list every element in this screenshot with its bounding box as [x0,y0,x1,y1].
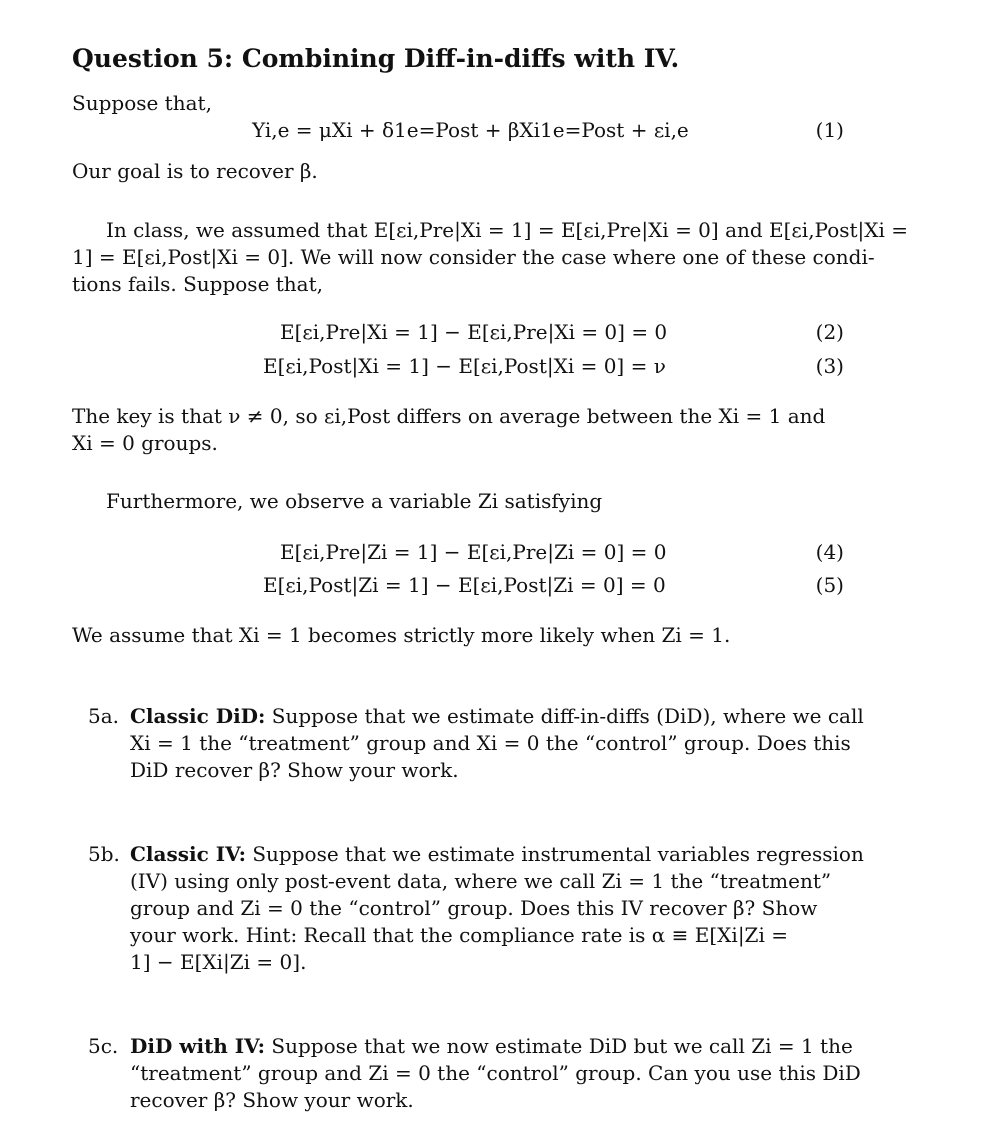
paragraph-line: In class, we assumed that E[εi,Pre|Xi = 1] = E[εi,Pre|Xi = 0] and E[εi,Post|Xi = [106,218,909,242]
equation-2: E[εi,Pre|Xi = 1] − E[εi,Pre|Xi = 0] = 0 [280,320,668,344]
subquestion-line: Suppose that we estimate diff-in-diffs (DiD), where we call [271,704,864,728]
subquestion-5b [88,841,868,981]
subquestion-heading: DiD with IV: [130,1034,266,1058]
equation-5: E[εi,Post|Zi = 1] − E[εi,Post|Zi = 0] = 0 [263,573,666,597]
paragraph-line: Xi = 0 groups. [72,431,218,455]
equation-4-number: (4) [815,540,844,564]
paragraph-line: 1] = E[εi,Post|Xi = 0]. We will now consider the case where one of these condi- [72,245,875,269]
subquestion-line: Suppose that we now estimate DiD but we call Zi = 1 the [271,1034,853,1058]
subquestion-line: your work. Hint: Recall that the compliance rate is α ≡ E[Xi|Zi = [130,923,788,947]
paragraph-line: tions fails. Suppose that, [72,272,323,296]
suppose-text: Suppose that, [72,91,212,115]
subquestion-label: 5b. [88,842,120,866]
subquestion-line: “treatment” group and Zi = 0 the “control” group. Can you use this DiD [130,1061,861,1085]
subquestion-line: Suppose that we estimate instrumental variables regression [252,842,864,866]
subquestion-5a [88,703,868,785]
goal-text: Our goal is to recover β. [72,159,318,183]
question-title: Question 5: Combining Diff-in-diffs with IV. [72,44,680,73]
subquestion-line: group and Zi = 0 the “control” group. Does this IV recover β? Show [130,896,818,920]
assumption-text: We assume that Xi = 1 becomes strictly more likely when Zi = 1. [72,623,731,647]
equation-1-number: (1) [815,118,844,142]
subquestion-heading: Classic DiD: [130,704,266,728]
subquestion-5c [88,1033,868,1115]
subquestion-label: 5c. [88,1034,119,1058]
equation-3: E[εi,Post|Xi = 1] − E[εi,Post|Xi = 0] = ν [263,354,666,378]
equation-1: Yi,e = μXi + δ1e=Post + βXi1e=Post + εi,e [252,118,689,142]
paragraph-line: The key is that ν ≠ 0, so εi,Post differs on average between the Xi = 1 and [72,404,826,428]
equation-3-number: (3) [815,354,844,378]
equation-2-number: (2) [815,320,844,344]
subquestion-line: DiD recover β? Show your work. [130,758,459,782]
subquestion-heading: Classic IV: [130,842,246,866]
furthermore-text: Furthermore, we observe a variable Zi satisfying [106,489,603,513]
subquestion-line: (IV) using only post-event data, where we call Zi = 1 the “treatment” [130,869,832,893]
subquestion-line: 1] − E[Xi|Zi = 0]. [130,950,307,974]
subquestion-line: Xi = 1 the “treatment” group and Xi = 0 the “control” group. Does this [130,731,851,755]
subquestion-line: recover β? Show your work. [130,1088,414,1112]
equation-4: E[εi,Pre|Zi = 1] − E[εi,Pre|Zi = 0] = 0 [280,540,667,564]
equation-5-number: (5) [815,573,844,597]
subquestion-label: 5a. [88,704,120,728]
